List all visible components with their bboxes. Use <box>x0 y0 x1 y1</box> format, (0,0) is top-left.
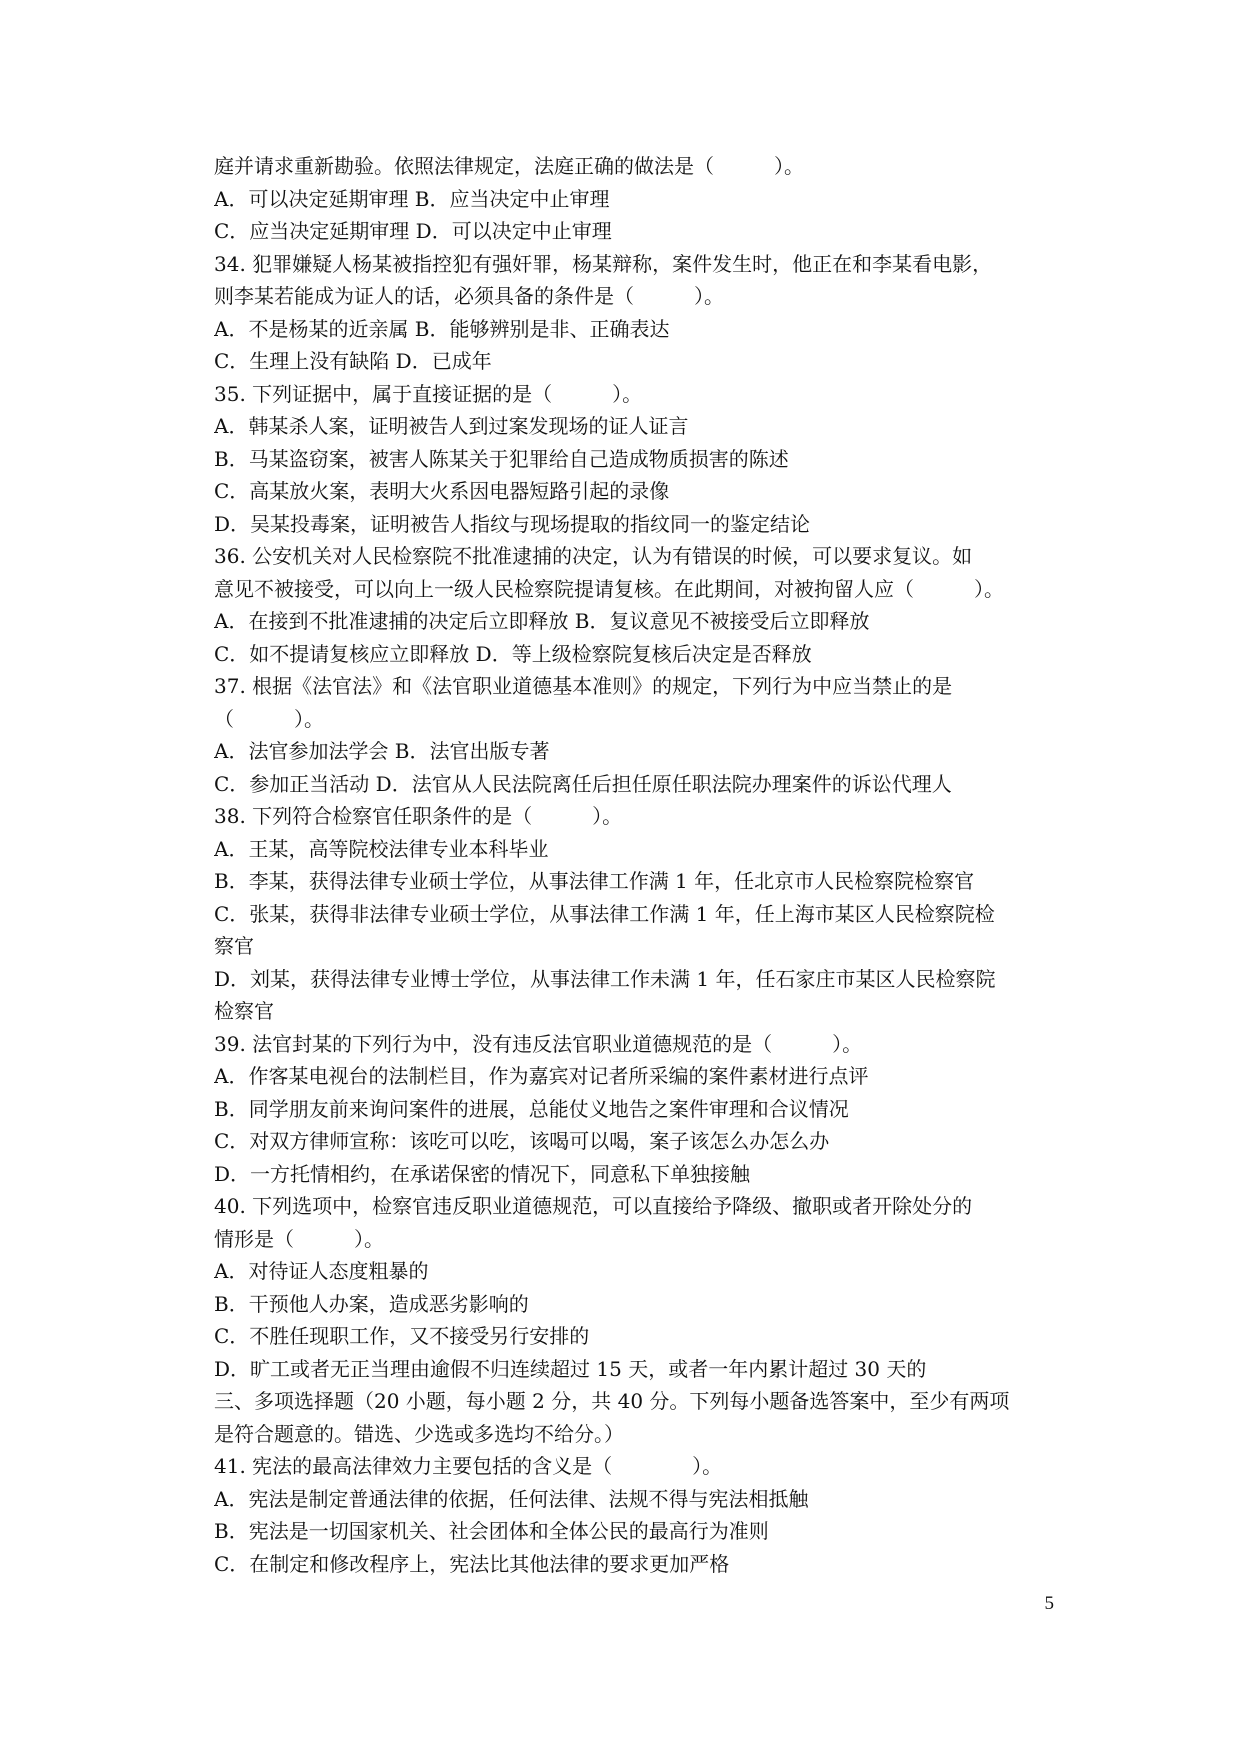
text-line: A．法官参加法学会 B．法官出版专著 <box>214 739 550 763</box>
text-line: A．在接到不批准逮捕的决定后立即释放 B．复议意见不被接受后立即释放 <box>214 609 870 633</box>
text-line: C．参加正当活动 D．法官从人民法院离任后担任原任职法院办理案件的诉讼代理人 <box>214 771 952 796</box>
page-body-text <box>214 150 1054 1580</box>
text-line: 察官 <box>214 934 254 958</box>
text-line: D．刘某，获得法律专业博士学位，从事法律工作未满 1 年，任石家庄市某区人民检察院 <box>214 966 996 991</box>
text-line: 则李某若能成为证人的话，必须具备的条件是（ ）。 <box>214 284 724 308</box>
text-line: A．不是杨某的近亲属 B．能够辨别是非、正确表达 <box>214 316 670 341</box>
text-line: A．韩某杀人案，证明被告人到过案发现场的证人证言 <box>214 414 689 438</box>
text-line: A．作客某电视台的法制栏目，作为嘉宾对记者所采编的案件素材进行点评 <box>214 1064 869 1088</box>
text-line: （ ）。 <box>214 706 324 731</box>
text-line: C．在制定和修改程序上，宪法比其他法律的要求更加严格 <box>214 1551 730 1576</box>
text-line: A．对待证人态度粗暴的 <box>214 1259 429 1283</box>
text-line: C．不胜任现职工作，又不接受另行安排的 <box>214 1324 590 1348</box>
text-line: B．马某盗窃案，被害人陈某关于犯罪给自己造成物质损害的陈述 <box>214 446 789 471</box>
page-number: 5 <box>1044 1593 1054 1614</box>
text-line: C．高某放火案，表明大火系因电器短路引起的录像 <box>214 479 670 503</box>
text-line: 三、多项选择题（20 小题，每小题 2 分，共 40 分。下列每小题备选答案中，至少有两项 <box>214 1389 1010 1413</box>
text-line: B．宪法是一切国家机关、社会团体和全体公民的最高行为准则 <box>214 1519 769 1543</box>
text-line: 35. 下列证据中，属于直接证据的是（ ）。 <box>214 381 643 406</box>
text-line: A．宪法是制定普通法律的依据，任何法律、法规不得与宪法相抵触 <box>214 1486 809 1511</box>
text-line: D．旷工或者无正当理由逾假不归连续超过 15 天，或者一年内累计超过 30 天的 <box>214 1356 927 1381</box>
text-line: 36. 公安机关对人民检察院不批准逮捕的决定，认为有错误的时候，可以要求复议。如 <box>214 544 973 568</box>
text-line: A．可以决定延期审理 B．应当决定中止审理 <box>214 186 610 211</box>
text-line: D．一方托情相约，在承诺保密的情况下，同意私下单独接触 <box>214 1161 751 1186</box>
text-line: 40. 下列选项中，检察官违反职业道德规范，可以直接给予降级、撤职或者开除处分的 <box>214 1194 973 1218</box>
text-line: 37. 根据《法官法》和《法官职业道德基本准则》的规定，下列行为中应当禁止的是 <box>214 674 953 698</box>
text-line: D．吴某投毒案，证明被告人指纹与现场提取的指纹同一的鉴定结论 <box>214 511 811 536</box>
text-line: C．张某，获得非法律专业硕士学位，从事法律工作满 1 年，任上海市某区人民检察院检 <box>214 901 995 926</box>
text-line: B．干预他人办案，造成恶劣影响的 <box>214 1291 529 1316</box>
text-line: C．对双方律师宣称：该吃可以吃，该喝可以喝，案子该怎么办怎么办 <box>214 1129 830 1153</box>
text-line: C．应当决定延期审理 D．可以决定中止审理 <box>214 219 612 243</box>
text-line: 检察官 <box>214 999 274 1023</box>
text-line: 情形是（ ）。 <box>214 1226 384 1251</box>
text-line: C．生理上没有缺陷 D．已成年 <box>214 349 492 373</box>
text-line: B．同学朋友前来询问案件的进展，总能仗义地告之案件审理和合议情况 <box>214 1096 849 1121</box>
text-line: C．如不提请复核应立即释放 D．等上级检察院复核后决定是否释放 <box>214 641 812 666</box>
text-line: 41. 宪法的最高法律效力主要包括的含义是（ ）。 <box>214 1454 723 1478</box>
text-line: 是符合题意的。错选、少选或多选均不给分。） <box>214 1421 624 1446</box>
text-line: 38. 下列符合检察官任职条件的是（ ）。 <box>214 804 623 828</box>
text-line: 庭并请求重新勘验。依照法律规定，法庭正确的做法是（ ）。 <box>214 154 804 178</box>
text-line: 意见不被接受，可以向上一级人民检察院提请复核。在此期间，对被拘留人应（ ）。 <box>214 576 1004 601</box>
text-line: 39. 法官封某的下列行为中，没有违反法官职业道德规范的是（ ）。 <box>214 1031 863 1056</box>
text-line: B．李某，获得法律专业硕士学位，从事法律工作满 1 年，任北京市人民检察院检察官 <box>214 869 975 893</box>
text-line: A．王某，高等院校法律专业本科毕业 <box>214 836 549 861</box>
text-line: 34. 犯罪嫌疑人杨某被指控犯有强奸罪，杨某辩称，案件发生时，他正在和李某看电影， <box>214 251 993 276</box>
